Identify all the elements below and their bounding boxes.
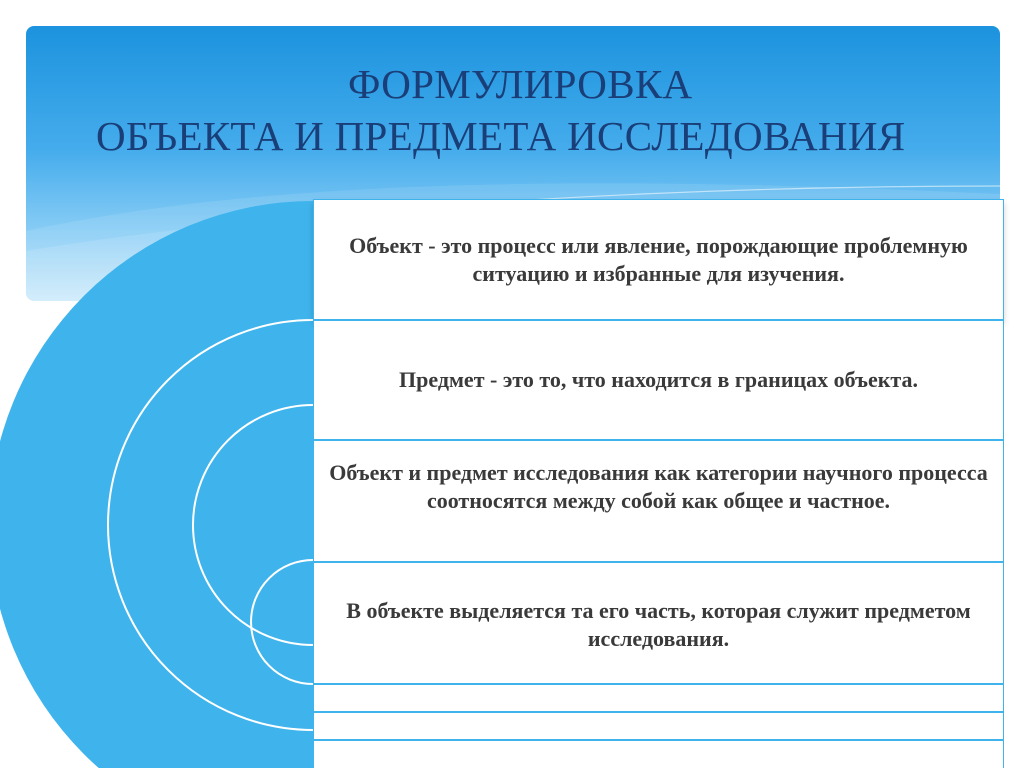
panel-empty-3	[313, 740, 1004, 768]
panel-subject-definition	[313, 320, 1004, 440]
panel-subject-part	[313, 562, 1004, 684]
title-line-1: ФОРМУЛИРОВКА	[348, 61, 693, 107]
panel-subject-definition-text: Предмет - это то, что находится в границах объекта.	[399, 367, 918, 392]
title-line-2: ОБЪЕКТА И ПРЕДМЕТА ИССЛЕДОВАНИЯ	[96, 113, 906, 159]
panel-object-definition-text: Объект - это процесс или явление, порождающие проблемную ситуацию и избранные для изучения.	[349, 232, 968, 286]
panel-relation-text: Объект и предмет исследования как категории научного процесса соотносятся между собой как общее и частное.	[329, 460, 988, 513]
panel-empty-1	[313, 684, 1004, 712]
panel-object-definition	[313, 199, 1004, 320]
panel-subject-part-text: В объекте выделяется та его часть, которая служит предметом исследования.	[346, 598, 971, 651]
panel-empty-2	[313, 712, 1004, 740]
panel-relation	[313, 440, 1004, 562]
